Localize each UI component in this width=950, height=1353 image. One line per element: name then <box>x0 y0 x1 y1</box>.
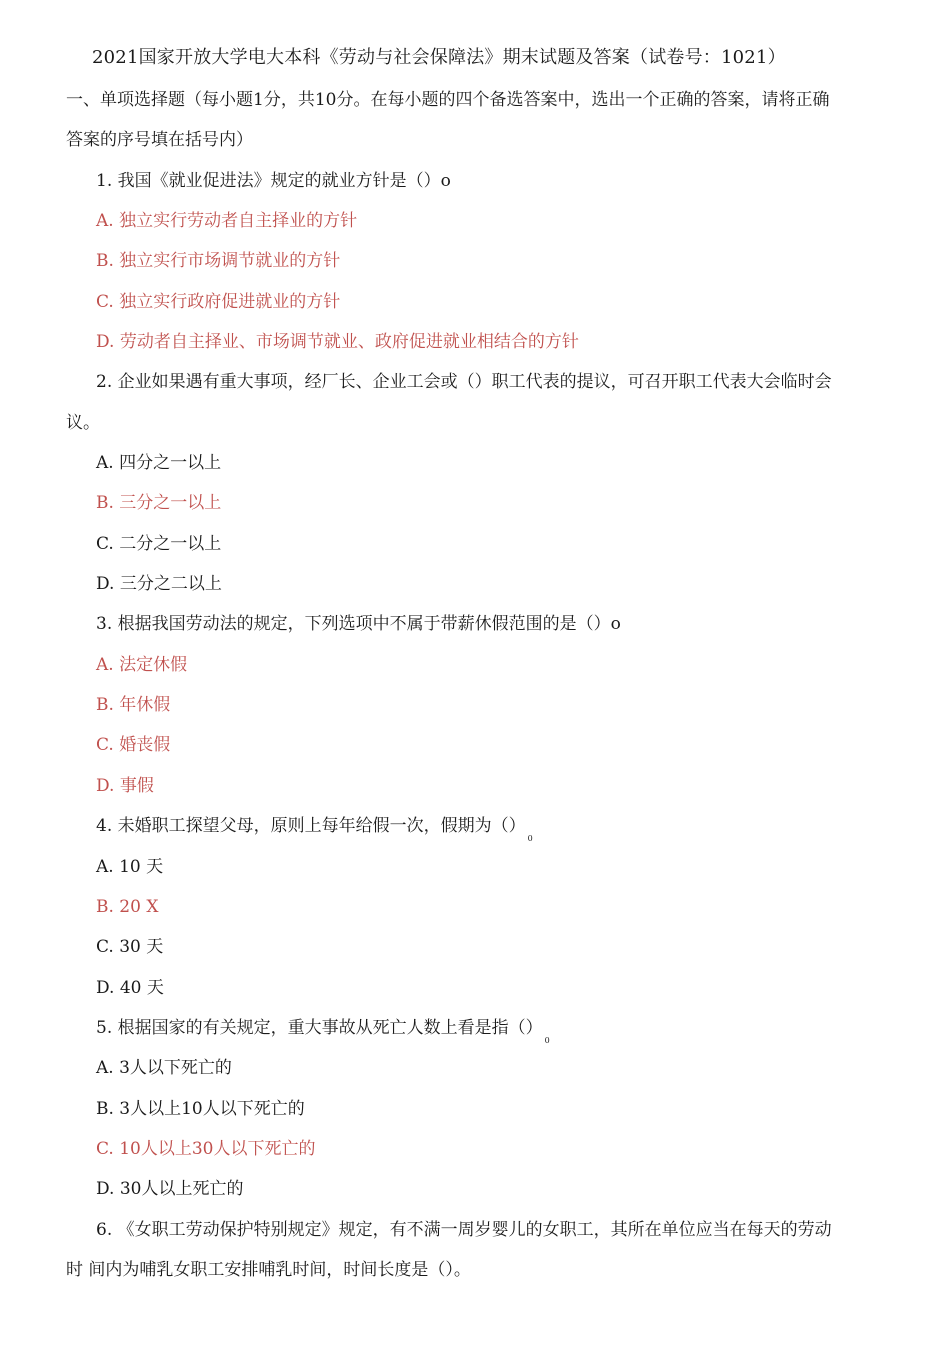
question-3-option-a: A. 法定休假 <box>96 655 188 675</box>
question-3-stem: 3. 根据我国劳动法的规定，下列选项中不属于带薪休假范围的是（）o <box>96 614 621 634</box>
question-5-option-b: B. 3人以上10人以下死亡的 <box>96 1099 305 1119</box>
question-2-stem-continued: 议。 <box>66 413 100 433</box>
question-2-option-c: C. 二分之一以上 <box>96 534 222 554</box>
question-5-option-a: A. 3人以下死亡的 <box>96 1058 232 1078</box>
question-6-stem-continued: 时 间内为哺乳女职工安排哺乳时间，时间长度是（）。 <box>66 1260 471 1280</box>
question-1-option-d: D. 劳动者自主择业、市场调节就业、政府促进就业相结合的方针 <box>96 332 579 352</box>
question-3-option-b: B. 年休假 <box>96 695 171 715</box>
question-5-stem <box>96 1016 550 1053</box>
question-6-stem: 6. 《女职工劳动保护特别规定》规定，有不满一周岁婴儿的女职工，其所在单位应当在每天的劳动 <box>96 1220 832 1240</box>
section-instructions-line-2: 答案的序号填在括号内） <box>66 130 253 150</box>
question-2-option-b: B. 三分之一以上 <box>96 493 222 513</box>
question-1-option-b: B. 独立实行市场调节就业的方针 <box>96 251 341 271</box>
question-5-stem-text: 5. 根据国家的有关规定，重大事故从死亡人数上看是指（） <box>96 1018 543 1038</box>
question-5-stem-mark: 0 <box>544 1036 550 1045</box>
question-2-option-d: D. 三分之二以上 <box>96 574 222 594</box>
question-4-stem-mark: 0 <box>527 834 533 843</box>
question-5-option-c: C. 10人以上30人以下死亡的 <box>96 1139 316 1159</box>
question-4-stem <box>96 814 533 851</box>
question-4-option-a: A. 10 天 <box>96 857 164 877</box>
question-1-option-a: A. 独立实行劳动者自主择业的方针 <box>96 211 358 231</box>
question-5-option-d: D. 30人以上死亡的 <box>96 1179 244 1199</box>
question-2-stem: 2. 企业如果遇有重大事项，经厂长、企业工会或（）职工代表的提议，可召开职工代表大会临时会 <box>96 372 832 392</box>
question-2-option-a: A. 四分之一以上 <box>96 453 222 473</box>
question-1-option-c: C. 独立实行政府促进就业的方针 <box>96 292 341 312</box>
question-4-option-d: D. 40 天 <box>96 978 164 998</box>
question-3-option-d: D. 事假 <box>96 776 154 796</box>
question-4-option-c: C. 30 天 <box>96 937 164 957</box>
question-4-option-b: B. 20 X <box>96 897 159 917</box>
question-1-stem: 1. 我国《就业促进法》规定的就业方针是（）o <box>96 171 451 191</box>
question-4-stem-text: 4. 未婚职工探望父母，原则上每年给假一次，假期为（） <box>96 816 526 836</box>
section-instructions-line-1: 一、单项选择题（每小题1分，共10分。在每小题的四个备选答案中，选出一个正确的答案，请将正确 <box>66 90 830 110</box>
page-title: 2021国家开放大学电大本科《劳动与社会保障法》期末试题及答案（试卷号：1021） <box>92 47 786 68</box>
question-3-option-c: C. 婚丧假 <box>96 735 171 755</box>
